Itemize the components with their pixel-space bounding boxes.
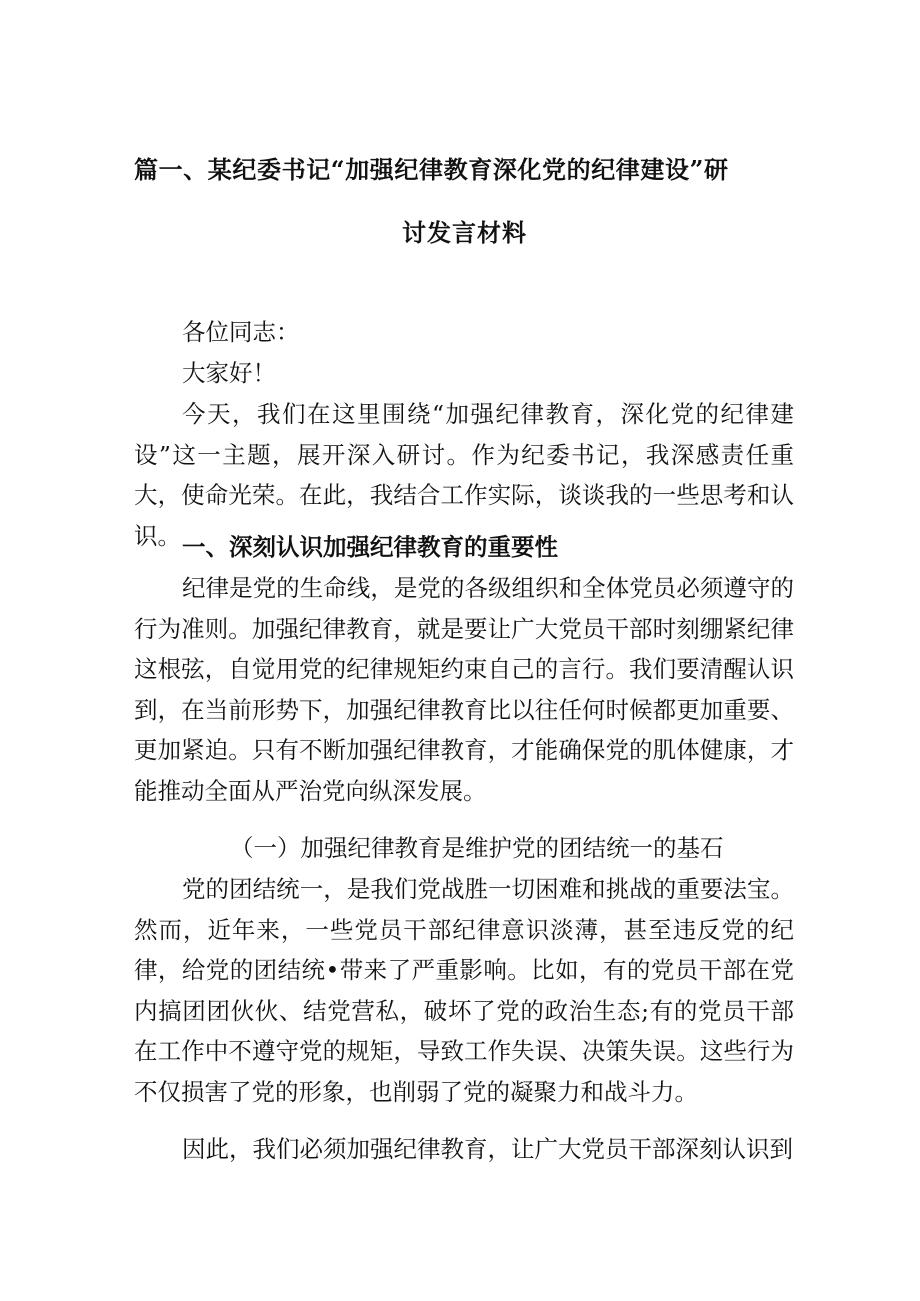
document-title-line-1: 篇一、某纪委书记“加强纪律教育深化党的纪律建设”研 (134, 155, 729, 184)
salutation: 各位同志： (182, 318, 300, 346)
final-paragraph: 因此，我们必须加强纪律教育，让广大党员干部深刻认识到 (182, 1135, 793, 1163)
subsection-heading-1: （一）加强纪律教育是维护党的团结统一的基石 (230, 834, 724, 862)
section-1-paragraph: 纪律是党的生命线，是党的各级组织和全体党员必须遵守的行为准则。加强纪律教育，就是要让广大党员干部时刻绷紧纪律这根弦，自觉用党的纪律规矩约束自己的言行。我们要清醒认识到，在当前形势下，加强纪律教育比以往任何时候都更加重要、更加紧迫。只有不断加强纪律教育，才能确保党的肌体健康，才能推动全面从严治党向纵深发展。 (134, 574, 794, 805)
section-heading-1: 一、深刻认识加强纪律教育的重要性 (182, 533, 558, 561)
subsection-1-paragraph: 党的团结统一，是我们党战胜一切困难和挑战的重要法宝。然而，近年来，一些党员干部纪律意识淡薄，甚至违反党的纪律，给党的团结统•带来了严重影响。比如，有的党员干部在党内搞团团伙伙、结党营私，破坏了党的政治生态;有的党员干部在工作中不遵守党的规矩，导致工作失误、决策失误。这些行为不仅损害了党的形象，也削弱了党的凝聚力和战斗力。 (134, 875, 794, 1106)
greeting: 大家好！ (182, 359, 276, 387)
document-title-line-2: 讨发言材料 (402, 218, 527, 247)
intro-paragraph: 今天，我们在这里围绕“加强纪律教育，深化党的纪律建设”这一主题，展开深入研讨。作为纪委书记，我深感责任重大，使命光荣。在此，我结合工作实际，谈谈我的一些思考和认识。 (134, 400, 794, 550)
